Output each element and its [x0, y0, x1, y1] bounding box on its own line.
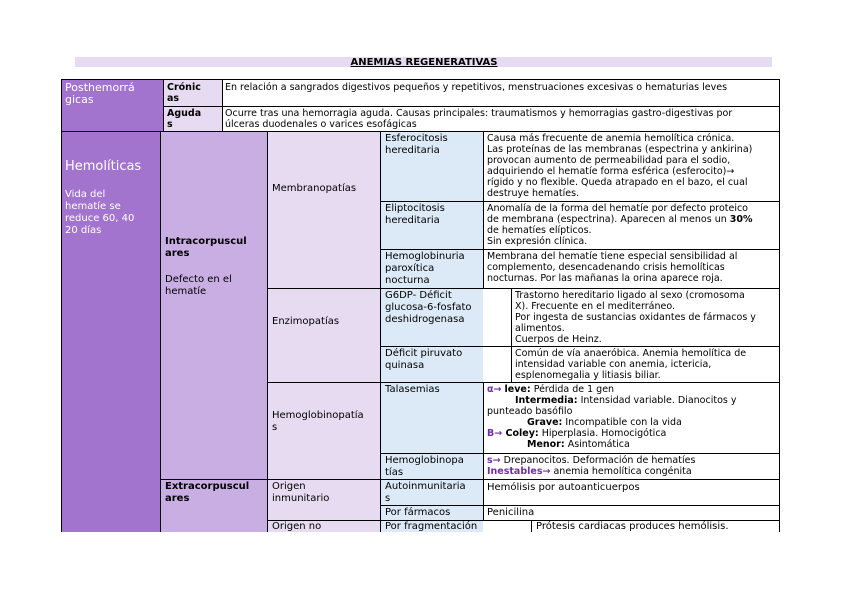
g6dp-text-3: Por ingesta de sustancias oxidantes de fármacos y — [515, 312, 756, 323]
elipto-text-4: Sin expresión clínica. — [487, 236, 588, 247]
elipto-text-3: de hematíes elípticos. — [487, 225, 592, 236]
g6dp-text-1: Trastorno hereditario ligado al sexo (cromosoma — [515, 290, 745, 301]
agudas-text-2: úlceras duodenales o varices esofágicas — [225, 119, 417, 130]
enzimo-label: Enzimopatías — [272, 316, 340, 327]
alfa-leve-line: α→ leve: Pérdida de 1 gen — [487, 384, 615, 395]
hemoglobinopatias-label: Hemoglobinopa — [385, 455, 464, 466]
hpn-text-1: Membrana del hematíe tiene especial sensibilidad al — [487, 251, 738, 262]
inmune-label-2: inmunitario — [272, 493, 330, 504]
cronicas-label-2: as — [167, 93, 180, 104]
hemoglobinopatias-label-2: tías — [385, 467, 404, 478]
g6dp-text-2: X). Frecuente en el mediterráneo. — [515, 301, 675, 312]
no-inmune-label: Origen no — [272, 521, 322, 532]
elipto-label: Eliptocitosis — [385, 203, 445, 214]
esfero-label: Esferocitosis — [385, 133, 448, 144]
intra-label-2: ares — [165, 248, 190, 259]
elipto-text-1: Anomalía de la forma del hematíe por defecto proteico — [487, 203, 748, 214]
piruvato-label: Déficit piruvato — [385, 348, 463, 359]
intra-desc-2: hematíe — [165, 286, 207, 297]
posthemo-label: Posthemorrá — [65, 81, 135, 94]
esfero-text-3: provocan aumento de permeabilidad para el sodio, — [487, 155, 731, 166]
piruvato-label-2: quinasa — [385, 360, 425, 371]
hpn-label: Hemoglobinuria — [385, 251, 465, 262]
hpn-label-3: nocturna — [385, 275, 430, 286]
alfa-intermedia-line: Intermedia: Intensidad variable. Dianocitos y — [515, 395, 737, 406]
hemoliticas-desc-2: hematíe se — [65, 201, 121, 212]
page-title: ANEMIAS REGENERATIVAS — [350, 57, 498, 68]
hemoglobino-label: Hemoglobinopatía — [272, 410, 364, 421]
cronicas-text: En relación a sangrados digestivos pequeños y repetitivos, menstruaciones excesivas o hematurias leves — [225, 82, 728, 93]
farmacos-label: Por fármacos — [385, 507, 451, 518]
elipto-text-2: de membrana (espectrina). Aparecen al menos un 30% — [487, 214, 753, 225]
esfero-text-4: adquiriendo el hematíe forma esférica (esferocito)→ — [487, 166, 735, 177]
esfero-text-2: Las proteínas de las membranas (espectrina y ankirina) — [487, 144, 753, 155]
agudas-label: Aguda — [167, 108, 202, 119]
alfa-grave-line: Grave: Incompatible con la vida — [527, 417, 682, 428]
hpn-label-2: paroxítica — [385, 263, 435, 274]
hemoliticas-desc-3: reduce 60, 40 — [65, 213, 135, 224]
membrano-label: Membranopatías — [272, 183, 357, 194]
esfero-text-1: Causa más frecuente de anemia hemolítica crónica. — [487, 133, 735, 144]
esfero-text-5: rígido y no flexible. Queda atrapado en el bazo, el cual — [487, 177, 748, 188]
cronicas-label: Crónic — [167, 82, 201, 93]
fragmentacion-label: Por fragmentación — [385, 521, 478, 532]
posthemo-label-2: gicas — [65, 93, 94, 106]
esfero-text-6: destruye hematíes. — [487, 188, 580, 199]
hpn-text-3: nocturnas. Por las mañanas la orina aparece roja. — [487, 273, 723, 284]
piruvato-text-1: Común de vía anaeróbica. Anemia hemolítica de — [515, 348, 747, 359]
corpuscular-bg — [161, 132, 267, 532]
talasemias-label: Talasemias — [385, 384, 440, 395]
hpn-text-2: complemento, desencadenando crisis hemolíticas — [487, 262, 725, 273]
extra-label: Extracorpuscul — [165, 481, 250, 492]
intra-desc-1: Defecto en el — [165, 274, 232, 285]
agudas-text: Ocurre tras una hemorragia aguda. Causas principales: traumatismos y hemorragias gastro-digestivas por — [225, 108, 733, 119]
hemoliticas-label: Hemolíticas — [65, 159, 142, 174]
hemoglobino-label-2: s — [272, 422, 278, 433]
s-line: s→ Drepanocitos. Deformación de hematíes — [487, 455, 696, 466]
piruvato-text-2: intensidad variable con anemia, ictericia, — [515, 359, 712, 370]
intra-label: Intracorpuscul — [165, 236, 247, 247]
g6dp-text-5: Cuerpos de Heinz. — [515, 334, 602, 345]
autoinmune-text: Hemólisis por autoanticuerpos — [487, 482, 640, 493]
hemoliticas-desc-4: 20 días — [65, 225, 102, 236]
esfero-label-2: hereditaria — [385, 145, 440, 156]
autoinmune-label: Autoinmunitaria — [385, 481, 466, 492]
hemoliticas-desc-1: Vida del — [65, 189, 106, 200]
inestables-line: Inestables→ anemia hemolítica congénita — [487, 466, 692, 477]
autoinmune-label-2: s — [385, 493, 391, 504]
farmacos-text: Penicilina — [487, 507, 535, 518]
elipto-label-2: hereditaria — [385, 215, 440, 226]
extra-label-2: ares — [165, 493, 190, 504]
g6dp-text-4: alimentos. — [515, 323, 565, 334]
fragmentacion-text: Prótesis cardiacas produces hemólisis. — [536, 521, 729, 532]
g6dp-label-2: glucosa-6-fosfato — [385, 302, 472, 313]
piruvato-text-3: esplenomegalia y litiasis biliar. — [515, 370, 661, 381]
g6dp-label-3: deshidrogenasa — [385, 314, 465, 325]
inmune-label: Origen — [272, 481, 306, 492]
alfa-intermedia-line-2: punteado basófilo — [487, 406, 573, 417]
beta-menor-line: Menor: Asintomática — [527, 439, 630, 450]
beta-coley-line: B→ Coley: Hiperplasia. Homocigótica — [487, 428, 667, 439]
g6dp-label: G6DP- Déficit — [385, 290, 452, 301]
agudas-label-2: s — [167, 119, 173, 130]
